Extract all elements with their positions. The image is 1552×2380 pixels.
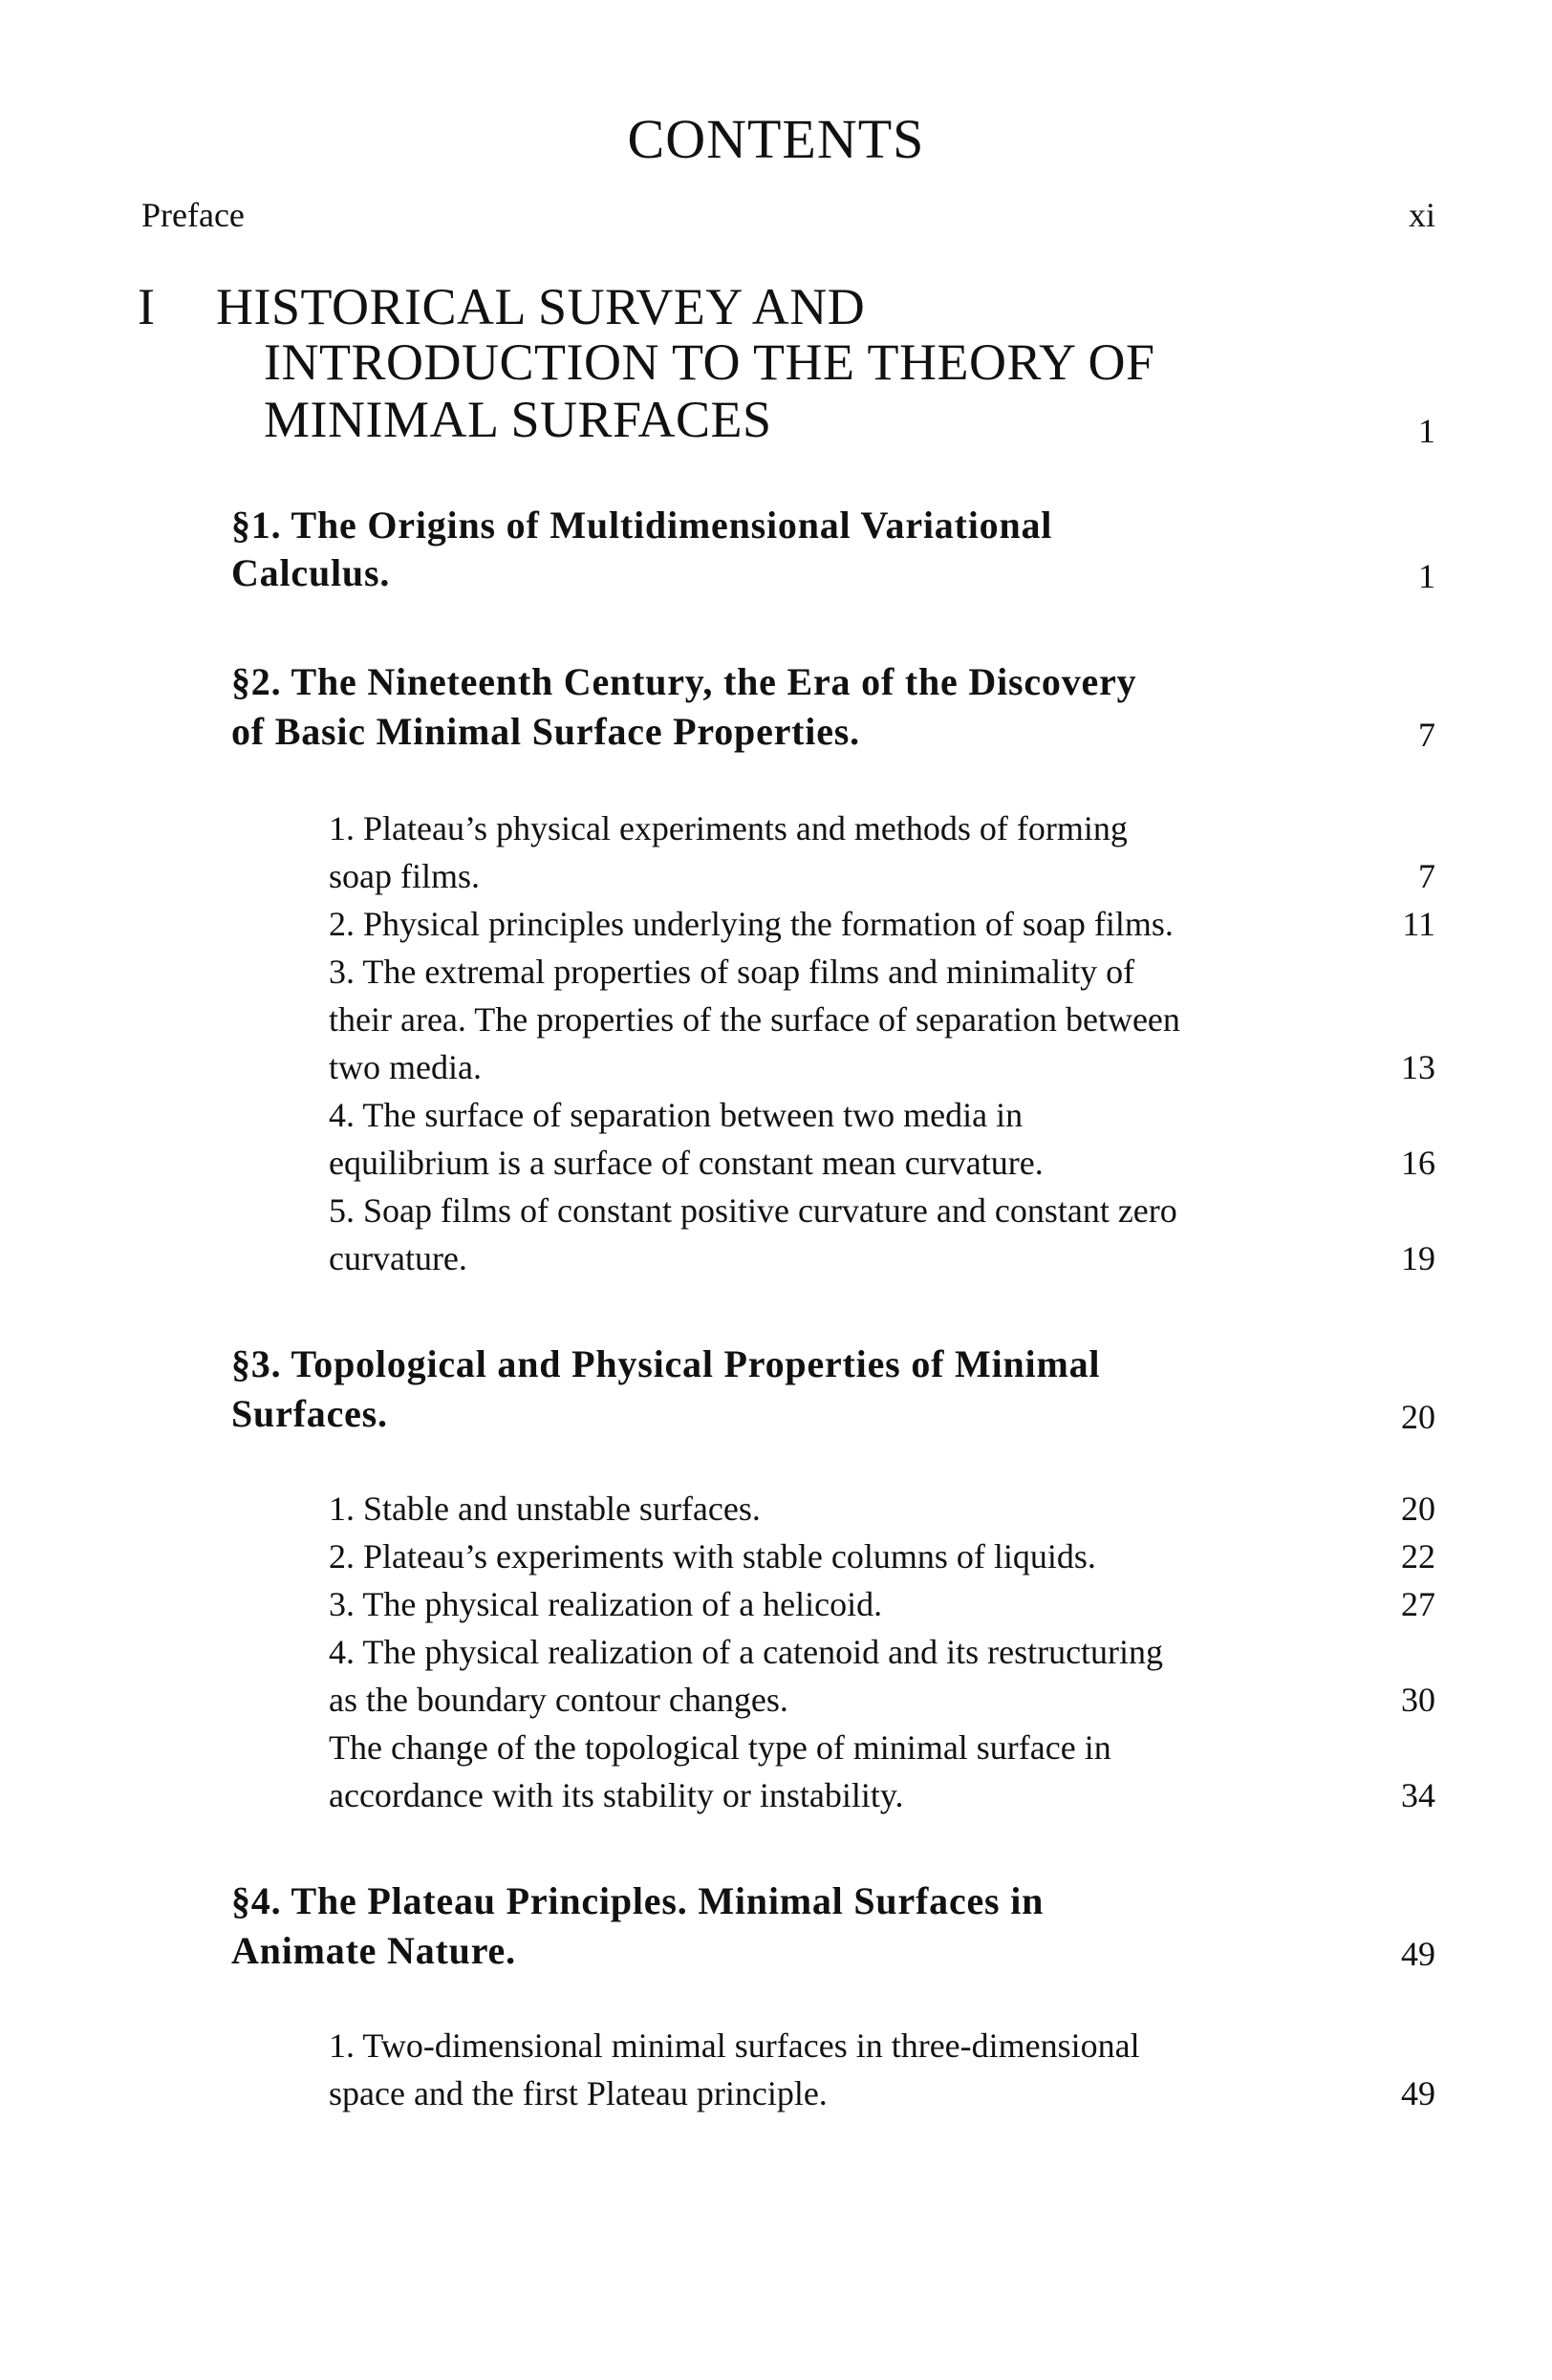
section-2-item-4-page-number: 16 [1401, 1144, 1435, 1182]
section-3-item-3-page-number: 27 [1401, 1585, 1435, 1623]
section-3-page-number: 20 [1401, 1398, 1435, 1436]
section-3-item-4-line-2: as the boundary contour changes. [329, 1681, 788, 1719]
chapter-title-line-1: HISTORICAL SURVEY AND [216, 278, 866, 335]
page-title: CONTENTS [627, 108, 925, 170]
section-3-item-4-page-number: 30 [1401, 1681, 1435, 1719]
section-1-page-number: 1 [1418, 557, 1435, 595]
section-2-page-number: 7 [1418, 716, 1435, 754]
section-4-page-number: 49 [1401, 1935, 1435, 1973]
section-2-item-5-line-1: 5. Soap films of constant positive curvature and constant zero [329, 1191, 1177, 1230]
section-4-item-1-line-1: 1. Two-dimensional minimal surfaces in three-dimensional [329, 2026, 1140, 2065]
section-2-title-line-1: §2. The Nineteenth Century, the Era of the Discovery [231, 660, 1137, 703]
section-1-title-line-2: Calculus. [231, 551, 391, 594]
section-3-item-5-line-2: accordance with its stability or instability. [329, 1776, 904, 1814]
section-4-title-line-2: Animate Nature. [231, 1929, 516, 1972]
section-3-item-4-line-1: 4. The physical realization of a catenoid and its restructuring [329, 1633, 1164, 1671]
chapter-number: I [138, 278, 156, 335]
section-2-item-2-line-1: 2. Physical principles underlying the formation of soap films. [329, 905, 1174, 943]
section-4-item-1-line-2: space and the first Plateau principle. [329, 2074, 828, 2112]
section-2-item-3-line-3: two media. [329, 1048, 482, 1086]
section-2-item-1-page-number: 7 [1418, 857, 1435, 895]
section-2-item-5-page-number: 19 [1401, 1239, 1435, 1277]
section-1-title-line-1: §1. The Origins of Multidimensional Variational [231, 504, 1053, 547]
section-3-item-5-page-number: 34 [1401, 1776, 1435, 1814]
section-4-title-line-1: §4. The Plateau Principles. Minimal Surfaces in [231, 1879, 1045, 1922]
chapter-page-number: 1 [1418, 412, 1435, 450]
section-3-item-5-line-1: The change of the topological type of minimal surface in [329, 1728, 1111, 1767]
section-2-item-2-page-number: 11 [1402, 905, 1435, 943]
section-3-item-2-page-number: 22 [1401, 1537, 1435, 1576]
section-2-item-1-line-2: soap films. [329, 857, 480, 895]
chapter-title-line-3: MINIMAL SURFACES [264, 391, 772, 448]
section-3-title-line-2: Surfaces. [231, 1392, 388, 1435]
section-2-item-3-line-2: their area. The properties of the surface of separation between [329, 1000, 1180, 1039]
section-3-title-line-1: §3. Topological and Physical Properties of Minimal [231, 1342, 1101, 1385]
section-4-item-1-page-number: 49 [1401, 2074, 1435, 2112]
section-2-title-line-2: of Basic Minimal Surface Properties. [231, 710, 860, 753]
section-3-item-3-line-1: 3. The physical realization of a helicoid. [329, 1585, 883, 1623]
section-2-item-4-line-1: 4. The surface of separation between two media in [329, 1096, 1024, 1134]
section-2-item-3-page-number: 13 [1401, 1048, 1435, 1086]
section-3-item-1-line-1: 1. Stable and unstable surfaces. [329, 1490, 761, 1528]
chapter-title-line-2: INTRODUCTION TO THE THEORY OF [264, 333, 1155, 391]
section-3-item-2-line-1: 2. Plateau’s experiments with stable columns of liquids. [329, 1537, 1096, 1576]
section-2-item-4-line-2: equilibrium is a surface of constant mean curvature. [329, 1144, 1044, 1182]
section-3-item-1-page-number: 20 [1401, 1490, 1435, 1528]
preface-label: Preface [141, 196, 245, 234]
section-2-item-5-line-2: curvature. [329, 1239, 467, 1277]
preface-page-number: xi [1408, 196, 1435, 234]
section-2-item-3-line-1: 3. The extremal properties of soap films and minimality of [329, 953, 1135, 991]
section-2-item-1-line-1: 1. Plateau’s physical experiments and methods of forming [329, 809, 1128, 847]
